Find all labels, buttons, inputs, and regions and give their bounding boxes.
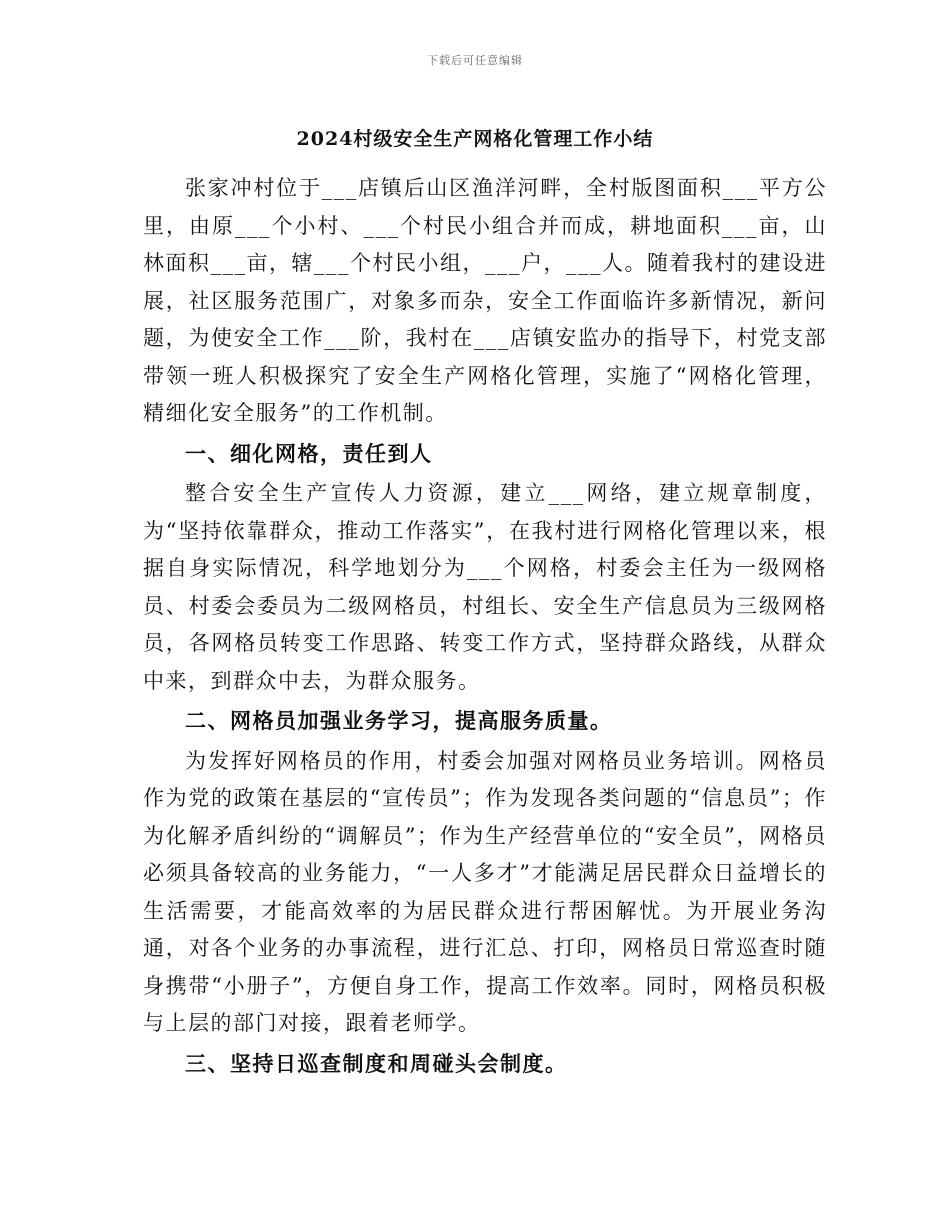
section-paragraph: 整合安全生产宣传人力资源，建立___网络，建立规章制度，为“坚持依靠群众，推动工作落实”，在我村进行网格化管理以来，根据自身实际情况，科学地划分为___个网格，村委会主任为一级网格员、村委会委员为二级网格员，村组长、安全生产信息员为三级网格员，各网格员转变工作思路、转变工作方式，坚持群众路线，从群众中来，到群众中去，为群众服务。 xyxy=(143,481,827,693)
section-heading: 一、细化网格，责任到人 xyxy=(185,440,433,466)
header-note: 下载后可任意编辑 xyxy=(427,54,523,67)
document-body xyxy=(143,170,827,1082)
intro-paragraph: 张家冲村位于___店镇后山区渔洋河畔，全村版图面积___平方公里，由原___个小村、___个村民小组合并而成，耕地面积___亩，山林面积___亩，辖___个村民小组，___户，___人。随着我村的建设进展，社区服务范围广，对象多而杂，安全工作面临许多新情况，新问题，为使安全工作___阶，我村在___店镇安监办的指导下，村党支部带领一班人积极探究了安全生产网格化管理，实施了“网格化管理，精细化安全服务”的工作机制。 xyxy=(143,176,827,425)
document-title: 2024村级安全生产网格化管理工作小结 xyxy=(296,128,654,150)
section-heading: 二、网格员加强业务学习，提高服务质量。 xyxy=(185,708,613,733)
section-paragraph: 为发挥好网格员的作用，村委会加强对网格员业务培训。网格员作为党的政策在基层的“宣传员”；作为发现各类问题的“信息员”；作为化解矛盾纠纷的“调解员”；作为生产经营单位的“安全员”，网格员必须具备较高的业务能力，“一人多才”才能满足居民群众日益增长的生活需要，才能高效率的为居民群众进行帮困解忧。为开展业务沟通，对各个业务的办事流程，进行汇总、打印，网格员日常巡查时随身携带“小册子”，方便自身工作，提高工作效率。同时，网格员积极与上层的部门对接，跟着老师学。 xyxy=(143,748,827,1035)
section-heading: 三、坚持日巡查制度和周碰头会制度。 xyxy=(185,1050,568,1076)
